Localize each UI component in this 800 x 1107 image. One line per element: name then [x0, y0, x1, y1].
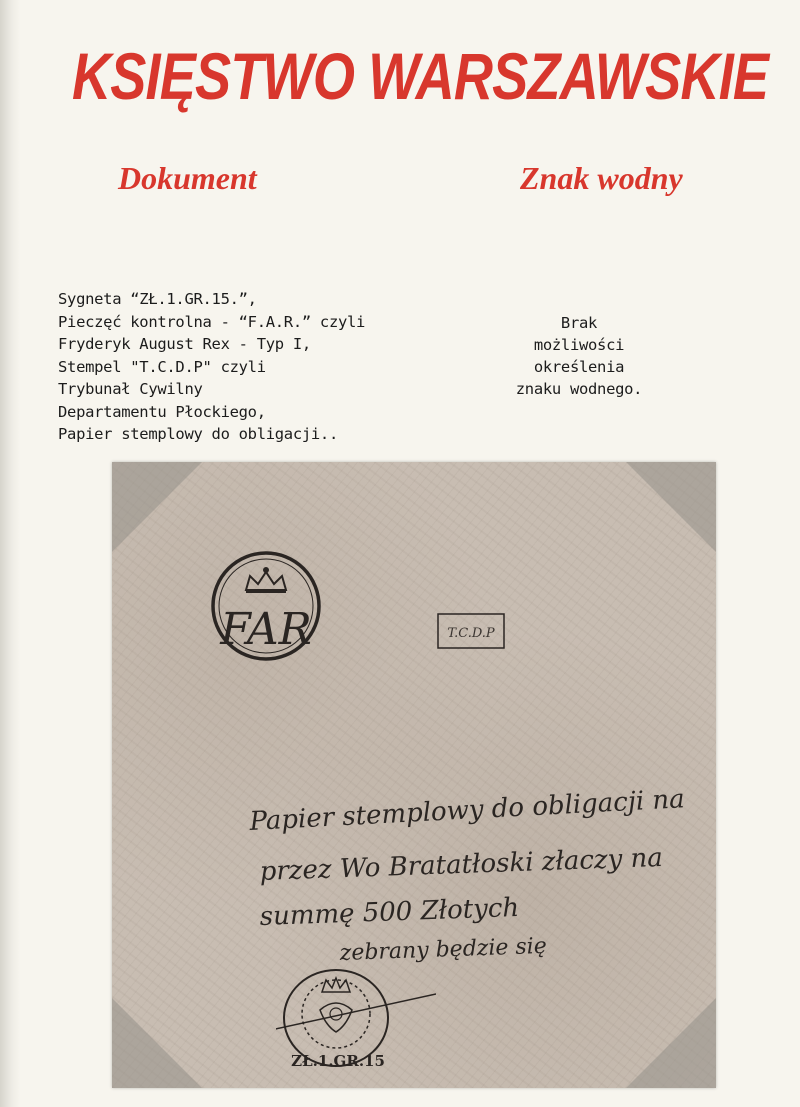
document-description [58, 288, 458, 446]
seal-monogram: FAR [220, 604, 312, 655]
album-page-edge [0, 0, 20, 1107]
description-line: Sygneta “ZŁ.1.GR.15.”, [58, 290, 257, 308]
watermark-note-line: znaku wodnego. [515, 380, 643, 398]
watermark-note-line: możliwości [533, 336, 625, 354]
handwriting-line: zebrany będzie się [339, 933, 548, 966]
watermark-note [484, 312, 674, 400]
handwritten-text [240, 780, 720, 970]
description-line: Departamentu Płockiego, [58, 402, 266, 421]
stamp-text: T.C.D.P [447, 626, 495, 641]
far-control-seal-icon [208, 548, 324, 664]
photo-corner-mount [626, 462, 716, 552]
description-line: Fryderyk August Rex - Typ I, [58, 335, 311, 353]
watermark-heading: Znak wodny [520, 160, 683, 196]
handwriting-line: Papier stemplowy do obligacji na [248, 784, 686, 837]
photo-corner-mount [112, 462, 202, 552]
photo-corner-mount [626, 998, 716, 1088]
description-line: Stempel "T.C.D.P" czyli [58, 357, 266, 376]
watermark-note-line: określenia [533, 358, 625, 376]
signet-seal-icon [276, 966, 436, 1070]
description-line: Papier stemplowy do obligacji.. [58, 425, 338, 443]
description-line: Trybunał Cywilny [58, 380, 203, 398]
document-heading: Dokument [118, 160, 257, 196]
tcdp-stamp-icon [436, 612, 506, 650]
page-title: KSIĘSTWO WARSZAWSKIE [72, 39, 769, 113]
handwriting-line: summę 500 Złotych [259, 892, 520, 932]
description-line: Pieczęć kontrolna - “F.A.R.” czyli [58, 312, 366, 331]
handwriting-line: przez Wo Bratatłoski złaczy na [259, 842, 664, 887]
photo-corner-mount [112, 998, 202, 1088]
watermark-note-line: Brak [560, 314, 598, 332]
signet-text: ZŁ.1.GR.15 [291, 1052, 385, 1070]
